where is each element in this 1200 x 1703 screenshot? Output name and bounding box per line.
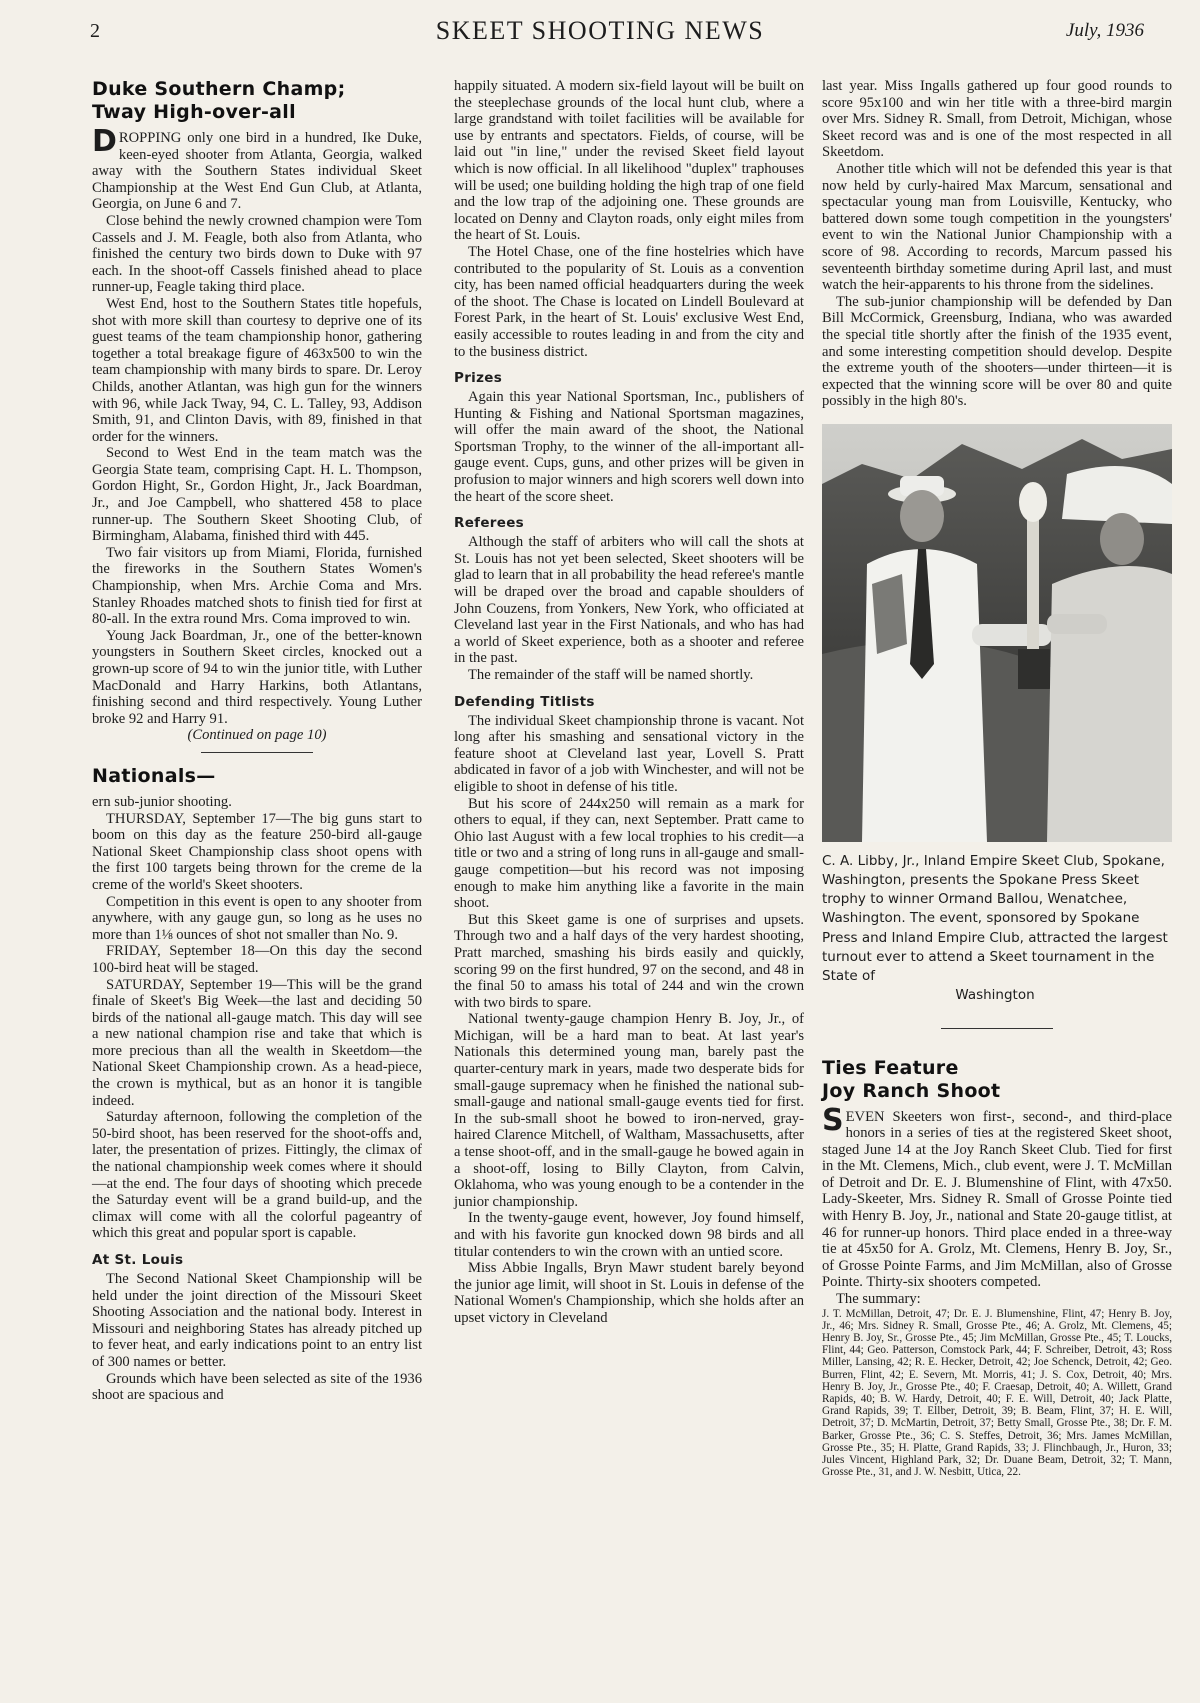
- paragraph: The sub-junior championship will be defended by Dan Bill McCormick, Greensburg, Indiana, who was awarded the special title shortly after the finish of the 1935 event, and some interesting competition should develop. Despite the extreme youth of the shooters—under thirteen—it is expected that the winning score will be over 80 and quite possibly in the high 80's.: [822, 293, 1172, 410]
- column-1: [92, 78, 422, 1404]
- paragraph: THURSDAY, September 17—The big guns start to boom on this day as the feature 250-bird all-gauge National Skeet Championship class shoot opens with the first 100 targets being thrown for the creme de la creme of the world's Skeet shooters.: [92, 810, 422, 893]
- paragraph: The remainder of the staff will be named shortly.: [468, 667, 754, 683]
- summary-list: J. T. McMillan, Detroit, 47; Dr. E. J. Blumenshine, Flint, 47; Henry B. Joy, Jr., 46; Mrs. Sidney R. Small, Grosse Pte., 46; A. Grolz, Mt. Clemens, 45; Henry B. Joy, Sr., Grosse Pte., 45; Jim McMillan, Grosse Pte., 45; T. Loucks, Flint, 44; Geo. Patterson, Comstock Park, 44; F. Schreiber, Detroit, 43; Ross Miller, Lansing, 42; R. E. Hecker, Detroit, 42; Joe Schenck, Detroit, 42; Geo. Burren, Flint, 42; E. Severn, Mt. Morris, 41; J. S. Cox, Detroit, 40; Mrs. Henry B. Joy, Jr., Grosse Pte., 40; F. Craesap, Detroit, 40; A. Willett, Grand Rapids, 40; B. W. Hardy, Detroit, 40; F. E. Will, Detroit, 40; Jack Platte, Grand Rapids, 39; T. Ellber, Detroit, 39; B. Beam, Flint, 37; H. E. Will, Detroit, 37; D. McMartin, Detroit, 37; Betty Small, Grosse Pte., 38; Dr. F. M. Barker, Grosse Pte., 36; C. S. Steffes, Detroit, 36; Mrs. James McMillan, Grosse Pte., 35; H. Platte, Grand Rapids, 33; J. Flinchbaugh, Jr., Huron, 33; Jules Vincent, Highland Park, 32; Dr. Duane Beam, Detroit, 32; T. Mann, Grosse Pte., 31, and J. W. Nesbitt, Utica, 22.: [822, 1307, 1172, 1479]
- paragraph: Although the staff of arbiters who will call the shots at St. Louis has not yet been selected, Skeet shooters will be glad to learn that in all probability the head referee's mantle will be draped over the broad and capable shoulders of John Couzens, from Yonkers, New York, who officiated at Cleveland last year in the First Nationals, and who has had a world of Skeet experience, both as a shooter and referee in the past.: [454, 534, 804, 667]
- paragraph: ROPPING only one bird in a hundred, Ike Duke, keen-eyed shooter from Atlanta, Georgia, walked away with the Southern States individual Skeet Championship at the West End Gun Club, at Atlanta, Georgia, on June 6 and 7.: [92, 130, 422, 213]
- summary-label: The summary:: [836, 1291, 921, 1308]
- paragraph: Young Jack Boardman, Jr., one of the better-known youngsters in Southern Skeet circles, knocked out a grown-up score of 94 to win the junior title, with Luther MacDonald and Harry Harkins, both Atlantans, finishing second and third respectively. Young Luther broke 92 and Harry 91.: [92, 627, 422, 727]
- paragraph: West End, host to the Southern States title hopefuls, shot with more skill than courtesy to deprive one of its guest teams of the team championship honor, gathering together a total breakage figure of 463x500 to win the team championship with many birds to spare. Dr. Leroy Childs, another Atlantan, was high gun for the winners with 96, while Jack Tway, 94, C. L. Talley, 93, Addison Smith, 91, and Clinton Davis, with 89, finished in that order for the winners.: [92, 295, 422, 445]
- headline-nationals: Nationals—: [92, 764, 216, 787]
- paragraph: Grounds which have been selected as site of the 1936 shoot are spacious and: [92, 1370, 422, 1404]
- divider: [941, 1028, 1053, 1029]
- trophy-presentation-photo: [822, 424, 1172, 842]
- headline-ties-2: Joy Ranch Shoot: [822, 1079, 1001, 1102]
- page-number: 2: [90, 20, 100, 42]
- article-lead: [92, 124, 422, 213]
- paragraph: Two fair visitors up from Miami, Florida, furnished the fireworks in the Southern States Women's Championship, when Mrs. Archie Coma and Mrs. Stanley Rhoades matched shots to finish tied for first at 80-all. In the extra round Mrs. Coma improved to win.: [92, 544, 422, 628]
- paragraph: Miss Abbie Ingalls, Bryn Mawr student barely beyond the junior age limit, will shoot in St. Louis in defense of the National Women's Championship, which she holds after an upset victory in Cleveland: [454, 1260, 804, 1326]
- caption-text-last: Washington: [955, 987, 1035, 1004]
- headline-duke-1: Duke Southern Champ;: [92, 78, 346, 100]
- paragraph: Saturday afternoon, following the completion of the 50-bird shoot, has been reserved for the shoot-offs and, later, the presentation of prizes. Fittingly, the climax of the national championship week comes where it should—at the end. The four days of shooting which precede the Saturday event will be a grand build-up, and the climax will come with all the colorful pageantry of which this great and popular sport is capable.: [92, 1109, 422, 1242]
- page-header: [0, 10, 1200, 50]
- paragraph: The Second National Skeet Championship will be held under the joint direction of the Missouri Skeet Shooting Association and the national body. Interest in Missouri and neighboring States has already pitched up to fever heat, and early indications point to an entry list of 300 names or better.: [92, 1271, 422, 1370]
- subhead-referees: Referees: [454, 515, 524, 532]
- paragraph: In the twenty-gauge event, however, Joy found himself, and with his favorite gun knocked down 98 birds and all titular contenders to win the crown with an untied score.: [454, 1210, 804, 1260]
- paragraph: But his score of 244x250 will remain as a mark for others to equal, if they can, next September. Pratt came to Ohio last August with a few local trophies to his credit—a title or two and a string of long runs in all-gauge and small-gauge competition—but his record was not imposing enough to make him anything like a favorite in the main shoot.: [454, 795, 804, 912]
- paragraph: But this Skeet game is one of surprises and upsets. Through two and a half days of the very hardest shooting, Pratt marched, smashing his birds easily and quickly, scoring 99 on the first hundred, 97 on the second, and 48 in the final 50 to amass his total of 244 and win the crown with two birds to spare.: [454, 911, 804, 1011]
- column-3: [822, 78, 1172, 1478]
- subhead-prizes: Prizes: [454, 370, 503, 387]
- paragraph: Competition in this event is open to any shooter from anywhere, with any gauge gun, so long as he uses no more than 1⅛ ounces of shot not smaller than No. 9.: [92, 893, 422, 943]
- caption-text: C. A. Libby, Jr., Inland Empire Skeet Club, Spokane, Washington, presents the Spokane Press Skeet trophy to winner Ormand Ballou, Wenatchee, Washington. The event, sponsored by Spokane Press and Inland Empire Club, attracted the largest turnout ever to attend a Skeet tournament in the State of: [822, 852, 1168, 985]
- paragraph: ern sub-junior shooting.: [92, 793, 232, 810]
- paragraph: Second to West End in the team match was the Georgia State team, comprising Capt. H. L. Thompson, Gordon Hight, Sr., Gordon Hight, Jr., Jack Boardman, Jr., and Joe Campbell, who shattered 458 to place runner-up. The Southern Skeet Shooting Club, of Birmingham, Alabama, finished third with 445.: [92, 445, 422, 545]
- paragraph: EVEN Skeeters won first-, second-, and third-place honors in a series of ties at the registered Skeet shoot, staged June 14 at the Joy Ranch Skeet Club. Tied for first in the Mt. Clemens, Mich., club event, were J. T. McMillan of Detroit and Dr. E. J. Blumenshine of Flint, with 47x50. Lady-Skeeter, Mrs. Sidney R. Small of Grosse Pointe tied with Henry B. Joy, Jr., national and State 20-gauge titlist, at 46 for runner-up honors. Third place ended in a three-way tie at 45x50 for A. Grolz, Mt. Clemens, Henry B. Joy, Sr., of Grosse Pointe Farms, and Jim McMillan, also of Grosse Pointe. Thirty-six shooters competed.: [822, 1108, 1172, 1291]
- column-2: [454, 78, 804, 1327]
- subhead-st-louis: At St. Louis: [92, 1252, 184, 1268]
- paragraph: National twenty-gauge champion Henry B. Joy, Jr., of Michigan, will be a hard man to beat. At last year's Nationals this determined young man, barely past the quarter-century mark in years, made two desperate bids for small-gauge supremacy when he finished the national sub-small-gauge and national small-gauge events tied for first. In the sub-small shoot he bowed to iron-nerved, gray-haired Clarence Mitchell, of Waltham, Massachusetts, after a tense shoot-off, and in the small-gauge he bowed again in a shoot-off, losing to Billy Clayton, from Calvin, Oklahoma, who was young enough to be a contender in the junior championship.: [454, 1011, 804, 1210]
- photo-illustration: [822, 424, 1172, 842]
- paragraph: Close behind the newly crowned champion were Tom Cassels and J. M. Feagle, both also from Atlanta, who finished the century two birds down to Duke with 97 each. In the shoot-off Cassels finished ahead to place runner-up, Feagle taking third place.: [92, 212, 422, 296]
- paragraph: happily situated. A modern six-field layout will be built on the steeplechase grounds of the local hunt club, where a large grandstand with toilet facilities will be available for use by entrants and spectators. Fields, of course, will be laid out "in line," under the revised Skeet field layout which is now official. In all likelihood "duplex" traphouses will be used; one building holding the high trap of one field and the low trap of the adjoining one. These grounds are located on Denny and Clayton roads, only eight miles from the heart of St. Louis.: [454, 78, 804, 244]
- article-lead: [822, 1102, 1172, 1292]
- paragraph: The Hotel Chase, one of the fine hostelries which have contributed to the popularity of St. Louis as a convention city, has been named official headquarters during the week of the shoot. The Chase is located on Lindell Boulevard at Forest Park, in the heart of St. Louis' exclusive West End, easily accessible to routes leading in and from the city and to the business district.: [454, 243, 804, 360]
- photo-caption: [822, 852, 1172, 1006]
- drop-cap: D: [92, 124, 117, 159]
- issue-date: July, 1936: [1065, 20, 1144, 41]
- paragraph: The individual Skeet championship throne is vacant. Not long after his smashing and sensational victory in the feature shoot at Cleveland last year, Lovell S. Pratt abdicated in favor of a job with Winchester, and will not be eligible to shoot in defense of his title.: [454, 712, 804, 795]
- subhead-defending-titlists: Defending Titlists: [454, 693, 595, 710]
- headline-duke-2: Tway High-over-all: [92, 101, 296, 123]
- masthead: SKEET SHOOTING NEWS: [435, 16, 765, 45]
- paragraph: FRIDAY, September 18—On this day the second 100-bird heat will be staged.: [92, 943, 422, 976]
- continued-note: (Continued on page 10): [187, 727, 327, 744]
- drop-cap: S: [822, 1102, 844, 1138]
- paragraph: Again this year National Sportsman, Inc., publishers of Hunting & Fishing and National Sportsman magazines, will offer the main award of the shoot, the National Sportsman Trophy, to the winner of the all-important all-gauge event. Cups, guns, and other prizes will be given in profusion to major winners and high scorers well down into the heart of the score sheet.: [454, 389, 804, 505]
- paragraph: Another title which will not be defended this year is that now held by curly-haired Max Marcum, sensational and spectacular young man from Louisville, Kentucky, who battered down some tough competition in the youngsters' event to win the National Junior Championship with a score of 98. According to records, Marcum passed his seventeenth birthday sometime during April last, and must watch the heir-apparents to his throne from the sidelines.: [822, 160, 1172, 294]
- headline-ties-1: Ties Feature: [822, 1056, 959, 1079]
- divider: [201, 752, 313, 753]
- paragraph: last year. Miss Ingalls gathered up four good rounds to score 95x100 and win her title with a three-bird margin over Mrs. Sidney R. Small, from Detroit, Michigan, whose Skeet record was and is one of the most respected in all Skeetdom.: [822, 78, 1172, 161]
- paragraph: SATURDAY, September 19—This will be the grand finale of Skeet's Big Week—the last and deciding 50 birds of the national all-gauge match. This day will see a new national champion rise and take that which is more precious than all the wealth in Skeetdom—the National Skeet Championship crown. As a head-piece, the crown is mythical, but as an honor it is tangible indeed.: [92, 976, 422, 1109]
